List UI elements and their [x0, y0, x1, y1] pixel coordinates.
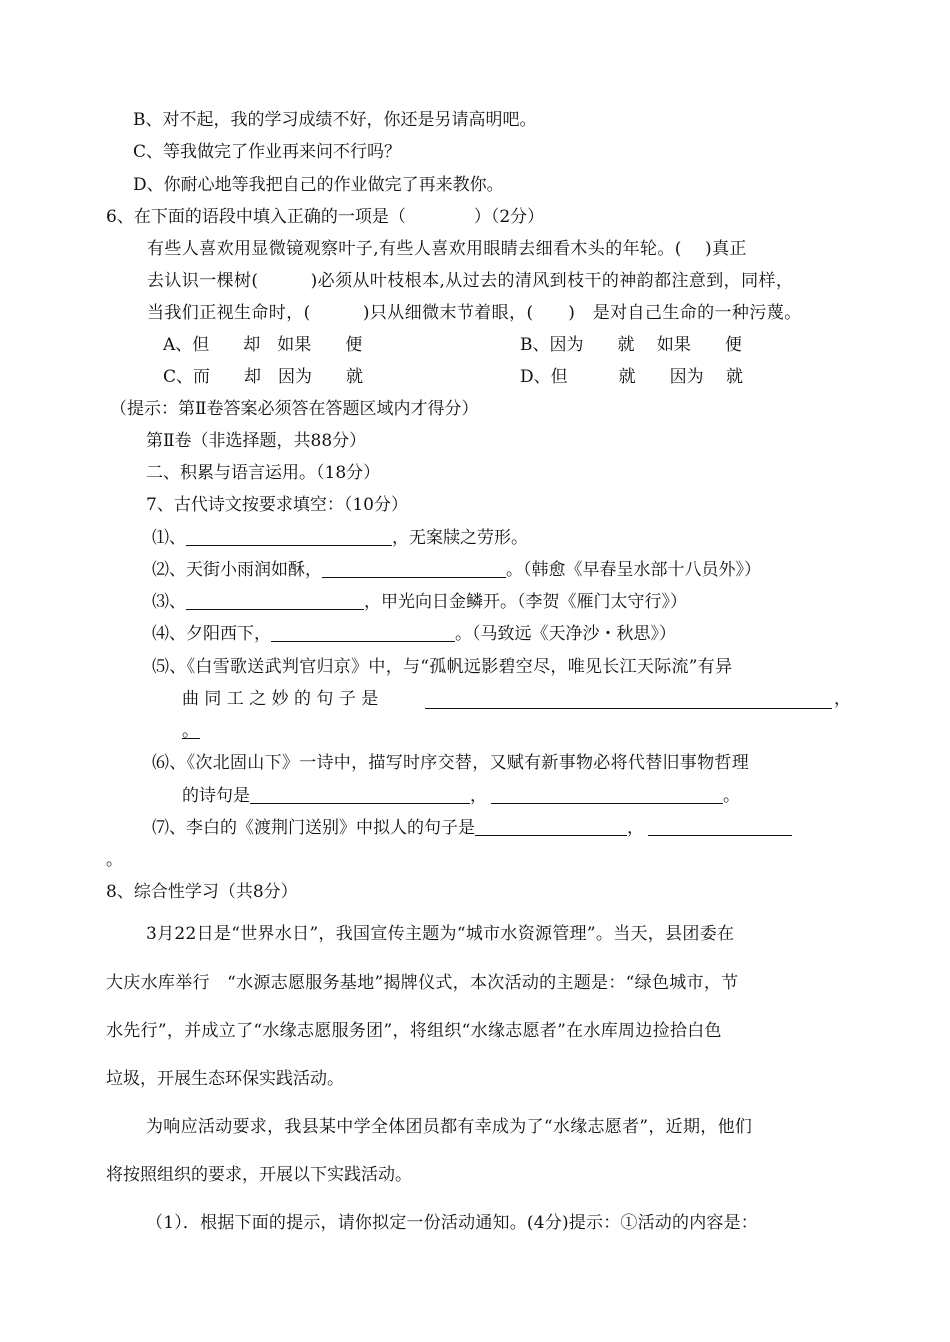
- q7-item-3-blank[interactable]: [186, 591, 364, 610]
- q7-item-3-suffix: ，甲光向日金鳞开。（李贺《雁门太守行》）: [364, 592, 687, 612]
- q6-option-b: B、因为 就 如果 便: [520, 335, 742, 355]
- q7-item-6-blank-1[interactable]: [250, 785, 470, 804]
- q7-item-5-blank-tail: [182, 738, 200, 739]
- q7-item-5-end: [182, 719, 199, 743]
- q8-para-2-line-2: 将按照组织的要求，开展以下实践活动。: [106, 1165, 412, 1185]
- q7-item-2: [152, 558, 761, 582]
- q8-para-2-line-1: 为响应活动要求，我县某中学全体团员都有幸成为了“水缘志愿者”，近期，他们: [146, 1117, 753, 1137]
- q7-item-4-prefix: ⑷、夕阳西下，: [152, 624, 271, 644]
- q5-option-d: D、你耐心地等我把自己的作业做完了再来教你。: [133, 175, 504, 195]
- answer-hint: （提示：第Ⅱ卷答案必须答在答题区域内才得分）: [110, 399, 479, 419]
- q8-stem: 8、综合性学习（共8分）: [106, 882, 298, 902]
- q8-subquestion-1: （1）．根据下面的提示，请你拟定一份活动通知。(4分)提示：①活动的内容是：: [146, 1213, 758, 1233]
- q7-item-6-prompt: 的诗句是: [182, 786, 250, 806]
- q7-item-4-blank[interactable]: [271, 623, 455, 642]
- q7-item-1-prefix: ⑴、: [152, 528, 186, 548]
- q5-option-c: C、等我做完了作业再来问不行吗？: [133, 142, 402, 162]
- q6-passage-line-3: 当我们正视生命时，( )只从细微末节着眼，( ) 是对自己生命的一种污蔑。: [147, 303, 802, 323]
- q7-item-7-blank-1[interactable]: [475, 817, 627, 836]
- q8-para-1-line-1: 3月22日是“世界水日”，我国宣传主题为“城市水资源管理”。当天，县团委在: [146, 924, 735, 944]
- q7-item-5-comma: ，: [834, 689, 851, 709]
- q7-item-1-blank[interactable]: [186, 527, 392, 546]
- q7-item-3-prefix: ⑶、: [152, 592, 186, 612]
- q7-item-7-prompt: ⑺、李白的《渡荆门送别》中拟人的句子是: [152, 818, 475, 838]
- q6-passage-line-2: 去认识一棵树( )必须从叶枝根本,从过去的清风到枝干的神韵都注意到，同样，: [147, 271, 794, 291]
- q8-para-1-line-3: 水先行”，并成立了“水缘志愿服务团”，将组织“水缘志愿者”在水库周边捡拾白色: [106, 1021, 722, 1041]
- q7-item-6-period: 。: [723, 786, 740, 806]
- q7-item-2-suffix: 。（韩愈《早春呈水部十八员外》）: [506, 560, 761, 580]
- q7-item-4-suffix: 。（马致远《天净沙・秋思》）: [455, 624, 676, 644]
- q7-item-7: [152, 816, 792, 840]
- q7-item-2-blank[interactable]: [322, 559, 506, 578]
- q7-item-4: [152, 622, 676, 646]
- q7-item-5-line-2: [182, 687, 378, 711]
- q8-para-1-line-4: 垃圾，开展生态环保实践活动。: [106, 1069, 344, 1089]
- q7-item-5-period: 。: [182, 721, 199, 741]
- q6-stem: 6、在下面的语段中填入正确的一项是（ ）（2分）: [106, 207, 545, 227]
- q6-option-c: C、而 却 因为 就: [163, 367, 364, 387]
- q7-item-7-blank-2[interactable]: [648, 817, 792, 836]
- q7-item-3: [152, 590, 687, 614]
- part2-title: 第Ⅱ卷（非选择题，共88分）: [146, 431, 367, 451]
- q7-item-6-line-2: [182, 784, 740, 808]
- q6-option-a: A、但 却 如果 便: [163, 335, 363, 355]
- q7-item-1: [152, 526, 528, 550]
- q7-item-1-suffix: ，无案牍之劳形。: [392, 528, 528, 548]
- q7-item-2-prefix: ⑵、天街小雨润如酥，: [152, 560, 322, 580]
- q7-stem: 7、古代诗文按要求填空：（10分）: [146, 495, 408, 515]
- q7-item-6-line-1: ⑹、《次北固山下》一诗中，描写时序交替，又赋有新事物必将代替旧事物哲理: [152, 753, 749, 773]
- q6-option-d: D、但 就 因为 就: [520, 367, 744, 387]
- q7-item-5-blank[interactable]: [425, 690, 832, 709]
- q7-item-5-line-1: ⑸、《白雪歌送武判官归京》中，与“孤帆远影碧空尽，唯见长江天际流”有异: [152, 657, 733, 677]
- q6-passage-line-1: 有些人喜欢用显微镜观察叶子,有些人喜欢用眼睛去细看木头的年轮。( )真正: [147, 239, 747, 259]
- q7-item-6-blank-2[interactable]: [491, 785, 723, 804]
- q7-item-7-period: 。: [106, 850, 123, 870]
- q7-item-5-prompt: 曲 同 工 之 妙 的 句 子 是: [182, 689, 379, 709]
- q5-option-b: B、对不起，我的学习成绩不好，你还是另请高明吧。: [133, 110, 537, 130]
- q7-item-7-comma: ，: [627, 818, 644, 838]
- q8-para-1-line-2: 大庆水库举行 “水源志愿服务基地”揭牌仪式，本次活动的主题是：“绿色城市，节: [106, 973, 739, 993]
- q7-item-6-comma: ，: [470, 786, 487, 806]
- section-heading: 二、积累与语言运用。（18分）: [146, 463, 381, 483]
